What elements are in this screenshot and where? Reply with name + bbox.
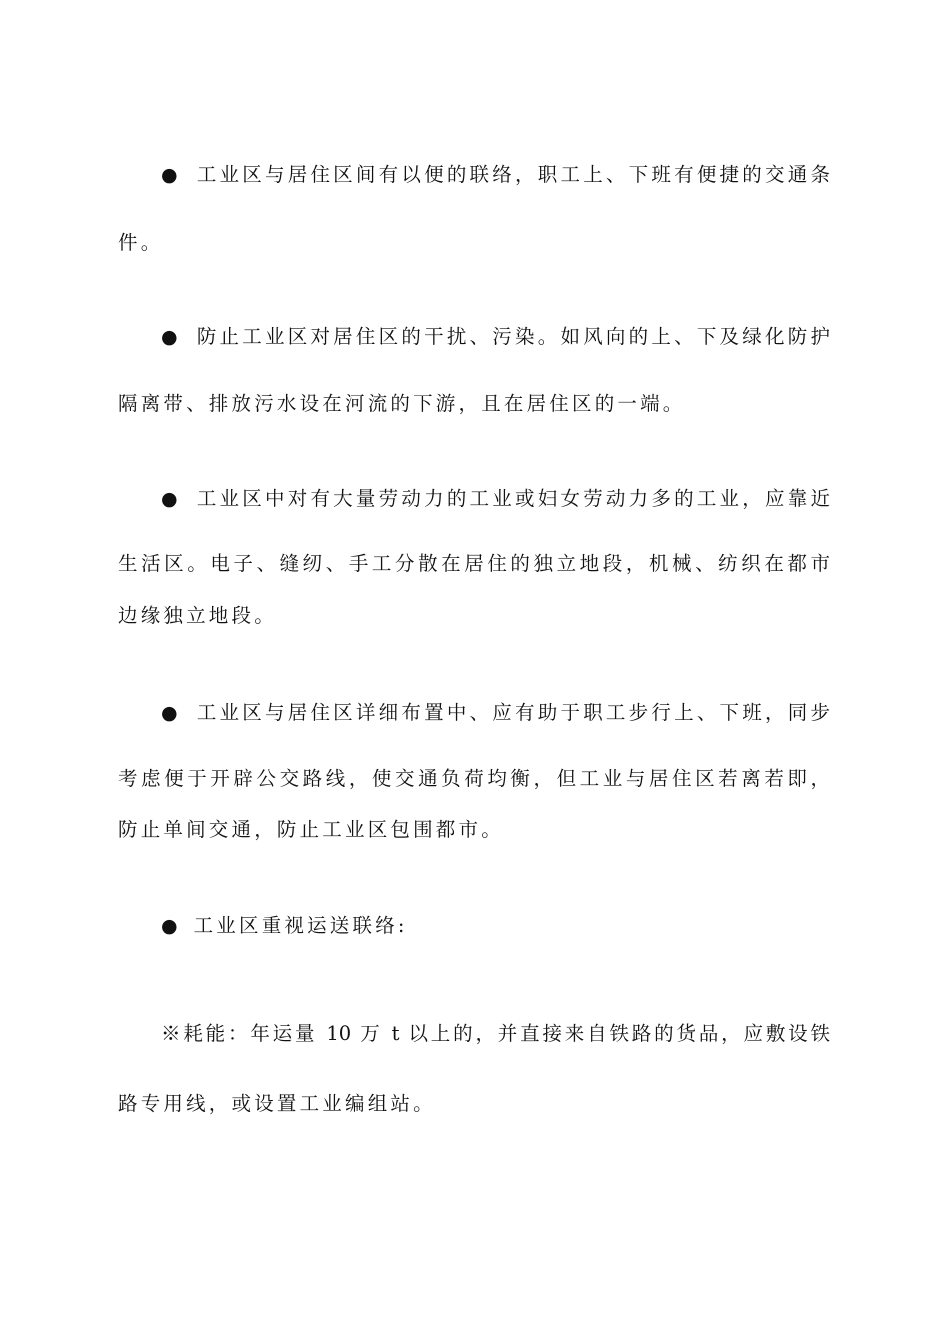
bullet-icon: ● xyxy=(161,326,181,348)
paragraph-1-line-2: 件。 xyxy=(118,231,164,254)
paragraph-3-line-2: 生活区。电子、缝纫、手工分散在居住的独立地段，机械、纺织在都市 xyxy=(118,552,830,575)
paragraph-3-line-1 xyxy=(161,484,830,514)
bullet-icon: ● xyxy=(161,702,181,724)
paragraph-5-line-1 xyxy=(161,911,830,941)
paragraph-6-line-1: ※耗能：年运量 10 万 t 以上的，并直接来自铁路的货品，应敷设铁 xyxy=(161,1022,830,1045)
paragraph-4-line-1 xyxy=(161,698,830,728)
bullet-icon: ● xyxy=(161,488,181,510)
paragraph-1-line-1 xyxy=(161,160,830,190)
paragraph-4-text-1: 工业区与居住区详细布置中、应有助于职工步行上、下班，同步 xyxy=(196,701,830,724)
paragraph-3-text-1: 工业区中对有大量劳动力的工业或妇女劳动力多的工业，应靠近 xyxy=(196,487,830,510)
bullet-icon: ● xyxy=(161,164,181,186)
paragraph-4-line-3: 防止单间交通，防止工业区包围都市。 xyxy=(118,818,504,841)
paragraph-2-text-1: 防止工业区对居住区的干扰、污染。如风向的上、下及绿化防护 xyxy=(196,325,830,348)
paragraph-2-line-1 xyxy=(161,322,830,352)
paragraph-5-text-1: 工业区重视运送联络: xyxy=(193,914,408,937)
paragraph-3-line-3: 边缘独立地段。 xyxy=(118,604,277,627)
paragraph-1-text-1: 工业区与居住区间有以便的联络，职工上、下班有便捷的交通条 xyxy=(196,163,830,186)
paragraph-6-line-2: 路专用线，或设置工业编组站。 xyxy=(118,1092,436,1115)
paragraph-4-line-2: 考虑便于开辟公交路线，使交通负荷均衡，但工业与居住区若离若即， xyxy=(118,767,830,790)
paragraph-2-line-2: 隔离带、排放污水设在河流的下游，且在居住区的一端。 xyxy=(118,392,686,415)
bullet-icon: ● xyxy=(161,915,178,937)
